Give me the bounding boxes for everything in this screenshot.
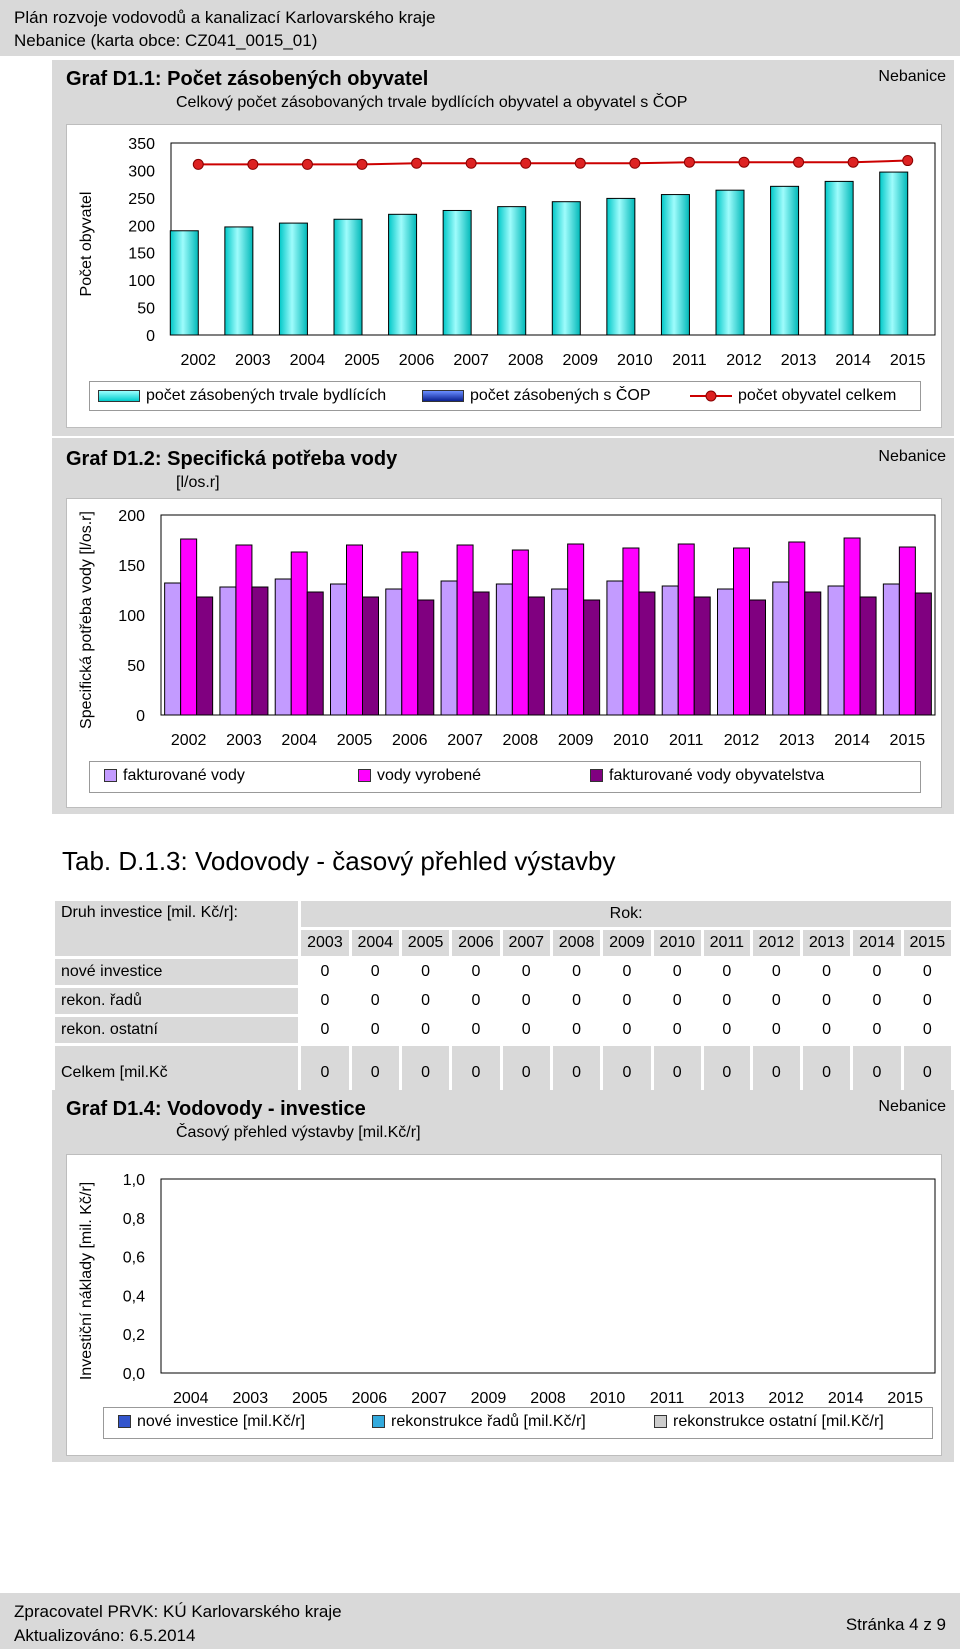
- x-tick-label: 2006: [351, 1390, 388, 1407]
- footer-author: Zpracovatel PRVK: KÚ Karlovarského kraje: [14, 1602, 342, 1621]
- table-year: 2014: [853, 930, 900, 956]
- bar-3-2008: [528, 597, 544, 715]
- table-cell: 0: [503, 1017, 550, 1043]
- x-tick-label: 2014: [835, 352, 871, 369]
- bar-2-2004: [291, 552, 307, 715]
- table-year: 2015: [904, 930, 951, 956]
- bar-1-2003: [225, 227, 253, 335]
- table-cell: 0: [704, 959, 750, 985]
- graf4-panel: [52, 1090, 954, 1462]
- bar-1-2013: [773, 582, 789, 715]
- table-row: [55, 959, 951, 985]
- table-cell: 0: [904, 1017, 951, 1043]
- table-total-cell: 0: [803, 1046, 850, 1090]
- graf2-legend-item-3: [590, 767, 824, 785]
- bar-1-2004: [275, 579, 291, 715]
- table-cell: 0: [402, 988, 449, 1014]
- table-total-cell: 0: [853, 1046, 900, 1090]
- graf2-legend-item-2: [358, 767, 481, 785]
- x-tick-label: 2007: [411, 1390, 447, 1407]
- table-cell: 0: [503, 959, 550, 985]
- graf4-legend: [103, 1407, 933, 1439]
- table-year: 2010: [654, 930, 701, 956]
- investment-table: [52, 898, 954, 1093]
- table-total-row: [55, 1046, 951, 1090]
- y-tick-label: 250: [128, 190, 155, 208]
- graf1-legend: [89, 381, 921, 411]
- graf1-panel: [52, 60, 954, 436]
- x-tick-label: 2003: [232, 1390, 269, 1407]
- y-tick-label: 150: [128, 245, 155, 263]
- graf1-legend-swatch-1: [98, 390, 140, 402]
- bar-1-2014: [825, 181, 853, 335]
- graf2-legend-swatch-3: [590, 769, 603, 782]
- bar-1-2007: [441, 581, 457, 715]
- table-cell: 0: [803, 988, 850, 1014]
- bar-2-2015: [899, 547, 915, 715]
- table-cell: 0: [853, 1017, 900, 1043]
- line-point-2012: [739, 157, 749, 167]
- x-tick-label: 2015: [889, 732, 926, 749]
- line-point-2010: [630, 158, 640, 168]
- table-cell: 0: [603, 959, 650, 985]
- y-tick-label: 50: [137, 300, 155, 318]
- line-point-2007: [466, 158, 476, 168]
- table-total-label: Celkem [mil.Kč: [55, 1046, 298, 1090]
- page-footer: [0, 1593, 960, 1649]
- bar-3-2006: [418, 600, 434, 715]
- x-tick-label: 2012: [723, 732, 760, 749]
- bar-1-2007: [443, 210, 471, 335]
- bar-2-2014: [844, 538, 860, 715]
- table-cell: 0: [753, 988, 800, 1014]
- table-rok-label: Rok:: [301, 901, 951, 927]
- table-cell: 0: [753, 959, 800, 985]
- y-tick-label: 1,0: [122, 1172, 145, 1189]
- graf4-legend-label-2: rekonstrukce řadů [mil.Kč/r]: [391, 1413, 586, 1430]
- x-tick-label: 2010: [589, 1390, 626, 1407]
- table-cell: 0: [553, 959, 600, 985]
- table-cell: 0: [503, 988, 550, 1014]
- x-tick-label: 2007: [453, 352, 489, 369]
- table-total-cell: 0: [553, 1046, 600, 1090]
- line-point-2008: [521, 158, 531, 168]
- y-tick-label: 50: [127, 658, 145, 675]
- bar-1-2006: [389, 214, 417, 335]
- bar-1-2011: [661, 195, 689, 335]
- x-tick-label: 2003: [226, 732, 262, 749]
- graf4-legend-item-3: [654, 1413, 884, 1431]
- y-tick-label: 0,6: [122, 1249, 145, 1267]
- y-tick-label: 0,0: [122, 1366, 145, 1383]
- line-point-2005: [357, 159, 367, 169]
- table-head-label: Druh investice [mil. Kč/r]:: [55, 901, 298, 956]
- bar-2-2003: [236, 545, 252, 715]
- x-tick-label: 2007: [447, 732, 483, 749]
- graf4-plot-area: [66, 1154, 942, 1456]
- bar-3-2014: [860, 597, 876, 715]
- table-cell: 0: [402, 1017, 449, 1043]
- x-tick-label: 2005: [344, 352, 380, 369]
- graf4-legend-swatch-1: [118, 1415, 131, 1428]
- bar-2-2012: [734, 548, 750, 715]
- table-total-cell: 0: [904, 1046, 951, 1090]
- bar-2-2002: [181, 539, 197, 715]
- bar-1-2013: [771, 186, 799, 335]
- graf1-legend-item-3: [690, 387, 896, 405]
- graf2-legend-label-3: fakturované vody obyvatelstva: [609, 767, 825, 784]
- y-tick-label: 100: [128, 273, 155, 291]
- table-cell: 0: [704, 988, 750, 1014]
- graf4-legend-swatch-3: [654, 1415, 667, 1428]
- table-cell: 0: [904, 959, 951, 985]
- bar-2-2009: [568, 544, 584, 715]
- bar-2-2007: [457, 545, 473, 715]
- bar-1-2009: [552, 589, 568, 715]
- graf2-legend-label-2: vody vyrobené: [377, 767, 482, 784]
- table-cell: 0: [704, 1017, 750, 1043]
- line-point-2014: [848, 157, 858, 167]
- table-total-cell: 0: [704, 1046, 750, 1090]
- x-tick-label: 2006: [391, 732, 428, 749]
- bar-1-2015: [883, 584, 899, 715]
- graf2-place: Nebanice: [878, 448, 946, 465]
- graf2-panel: [52, 438, 954, 814]
- graf2-legend-swatch-1: [104, 769, 117, 782]
- x-tick-label: 2012: [768, 1390, 804, 1407]
- line-point-2003: [248, 159, 258, 169]
- x-tick-label: 2010: [617, 352, 653, 369]
- bar-2-2013: [789, 542, 805, 715]
- graf4-place: Nebanice: [878, 1098, 946, 1115]
- x-tick-label: 2010: [613, 732, 649, 749]
- graf2-title: Graf D1.2: Specifická potřeba vody: [66, 448, 398, 470]
- graf1-legend-item-1: [98, 387, 386, 405]
- bar-1-2008: [496, 584, 512, 715]
- line-point-2004: [302, 159, 312, 169]
- line-point-2011: [684, 157, 694, 167]
- bar-3-2015: [915, 593, 931, 715]
- y-tick-label: 0: [146, 328, 155, 345]
- bar-1-2002: [165, 583, 181, 715]
- line-point-2013: [794, 157, 804, 167]
- table-cell: 0: [904, 988, 951, 1014]
- bar-3-2004: [307, 592, 323, 715]
- graf2-legend-swatch-2: [358, 769, 371, 782]
- bar-1-2004: [279, 223, 307, 335]
- x-tick-label: 2004: [281, 732, 318, 749]
- bar-2-2011: [678, 544, 694, 715]
- table-cell: 0: [402, 959, 449, 985]
- y-tick-label: 150: [118, 558, 145, 575]
- bar-3-2005: [363, 597, 379, 715]
- bar-1-2003: [220, 587, 236, 715]
- table-total-cell: 0: [402, 1046, 449, 1090]
- x-tick-label: 2006: [398, 352, 435, 369]
- graf2-plot-area: [66, 498, 942, 808]
- bar-1-2012: [718, 589, 734, 715]
- graf1-title: Graf D1.1: Počet zásobených obyvatel: [66, 68, 429, 90]
- table-total-cell: 0: [503, 1046, 550, 1090]
- y-tick-label: 200: [118, 508, 145, 525]
- y-axis-title: Počet obyvatel: [78, 191, 95, 297]
- table-cell: 0: [603, 988, 650, 1014]
- x-tick-label: 2011: [669, 732, 704, 749]
- bar-3-2013: [805, 592, 821, 715]
- x-tick-label: 2003: [235, 352, 271, 369]
- table-year: 2013: [803, 930, 850, 956]
- graf1-legend-swatch-2: [422, 390, 464, 402]
- table-cell: 0: [452, 959, 499, 985]
- table-cell: 0: [452, 988, 499, 1014]
- bar-1-2014: [828, 586, 844, 715]
- table-total-cell: 0: [301, 1046, 348, 1090]
- graf1-subtitle: Celkový počet zásobovaných trvale bydlících obyvatel a obyvatel s ČOP: [176, 94, 688, 111]
- table-cell: 0: [853, 959, 900, 985]
- y-axis-title: Investiční náklady [mil. Kč/r]: [78, 1181, 95, 1381]
- x-tick-label: 2013: [708, 1390, 745, 1407]
- page-header: [0, 0, 960, 56]
- x-tick-label: 2009: [562, 352, 599, 369]
- x-tick-label: 2009: [557, 732, 594, 749]
- bar-1-2011: [662, 586, 678, 715]
- x-tick-label: 2008: [530, 1390, 566, 1407]
- table-row: [55, 1017, 951, 1043]
- graf2-legend: [89, 761, 921, 793]
- table-year: 2012: [753, 930, 800, 956]
- bar-1-2002: [170, 231, 198, 335]
- x-tick-label: 2008: [507, 352, 544, 369]
- x-tick-label: 2005: [292, 1390, 328, 1407]
- x-tick-label: 2011: [672, 352, 707, 369]
- x-tick-label: 2012: [726, 352, 762, 369]
- line-point-2015: [903, 156, 913, 166]
- graf1-legend-item-2: [422, 387, 651, 405]
- graf2-legend-label-1: fakturované vody: [123, 767, 245, 784]
- bar-1-2010: [607, 198, 635, 335]
- bar-2-2010: [623, 548, 639, 715]
- footer-updated: Aktualizováno: 6.5.2014: [14, 1626, 196, 1645]
- table-cell: 0: [301, 988, 348, 1014]
- table-year: 2007: [503, 930, 550, 956]
- bar-3-2009: [584, 600, 600, 715]
- bar-3-2011: [694, 597, 710, 715]
- x-tick-label: 2015: [887, 1390, 924, 1407]
- line-point-2002: [193, 159, 203, 169]
- table-row-label: rekon. ostatní: [55, 1017, 298, 1043]
- table-cell: 0: [452, 1017, 499, 1043]
- table-cell: 0: [352, 988, 399, 1014]
- table-cell: 0: [803, 959, 850, 985]
- bar-2-2005: [347, 545, 363, 715]
- x-tick-label: 2014: [834, 732, 870, 749]
- table-cell: 0: [553, 1017, 600, 1043]
- table-head-row: [55, 901, 951, 927]
- table-cell: 0: [853, 988, 900, 1014]
- table-cell: 0: [301, 959, 348, 985]
- header-title: Plán rozvoje vodovodů a kanalizací Karlovarského kraje: [14, 8, 436, 27]
- table-cell: 0: [803, 1017, 850, 1043]
- table-cell: 0: [603, 1017, 650, 1043]
- y-tick-label: 0,2: [122, 1327, 145, 1345]
- table-total-cell: 0: [352, 1046, 399, 1090]
- graf4-legend-item-1: [118, 1413, 305, 1431]
- graf4-legend-label-3: rekonstrukce ostatní [mil.Kč/r]: [673, 1413, 884, 1430]
- table-total-cell: 0: [654, 1046, 701, 1090]
- table-row: [55, 988, 951, 1014]
- y-tick-label: 200: [128, 218, 155, 236]
- table-title: Tab. D.1.3: Vodovody - časový přehled výstavby: [62, 846, 616, 876]
- graf1-legend-label-3: počet obyvatel celkem: [738, 387, 897, 404]
- x-tick-label: 2005: [336, 732, 373, 749]
- bar-2-2008: [512, 550, 528, 715]
- graf1-legend-line-marker: [690, 389, 732, 403]
- y-tick-label: 0,4: [122, 1288, 145, 1306]
- bar-3-2007: [473, 592, 489, 715]
- table-year: 2005: [402, 930, 449, 956]
- x-tick-label: 2008: [502, 732, 539, 749]
- table-year: 2011: [704, 930, 750, 956]
- bar-1-2015: [880, 172, 908, 335]
- table-total-cell: 0: [603, 1046, 650, 1090]
- y-tick-label: 100: [118, 608, 145, 625]
- x-tick-label: 2002: [170, 732, 207, 749]
- table-total-cell: 0: [452, 1046, 499, 1090]
- bar-3-2002: [197, 597, 213, 715]
- bar-3-2012: [750, 600, 766, 715]
- table-row-label: nové investice: [55, 959, 298, 985]
- bar-1-2009: [552, 202, 580, 335]
- graf2-subtitle: [l/os.r]: [176, 474, 220, 491]
- table-year: 2003: [301, 930, 348, 956]
- bar-1-2006: [386, 589, 402, 715]
- table-year: 2004: [352, 930, 399, 956]
- header-subtitle: Nebanice (karta obce: CZ041_0015_01): [14, 31, 318, 50]
- table-year: 2008: [553, 930, 600, 956]
- table-cell: 0: [352, 959, 399, 985]
- graf1-legend-label-1: počet zásobených trvale bydlících: [146, 387, 387, 404]
- table-cell: 0: [654, 988, 701, 1014]
- x-tick-label: 2011: [649, 1390, 685, 1407]
- graf4-subtitle: Časový přehled výstavby [mil.Kč/r]: [176, 1124, 421, 1141]
- x-tick-label: 2004: [172, 1390, 209, 1407]
- bar-2-2006: [402, 552, 418, 715]
- y-tick-label: 0: [136, 708, 145, 725]
- y-tick-label: 0,8: [122, 1210, 145, 1228]
- y-tick-label: 300: [128, 163, 155, 181]
- bar-3-2010: [639, 592, 655, 715]
- graf1-legend-label-2: počet zásobených s ČOP: [470, 387, 651, 404]
- table-cell: 0: [553, 988, 600, 1014]
- table-cell: 0: [753, 1017, 800, 1043]
- x-tick-label: 2013: [780, 352, 817, 369]
- graf4-legend-swatch-2: [372, 1415, 385, 1428]
- bar-1-2010: [607, 581, 623, 715]
- line-point-2006: [412, 158, 422, 168]
- y-axis-title: Specifická potřeba vody [l/os.r]: [78, 511, 95, 729]
- x-tick-label: 2009: [470, 1390, 507, 1407]
- bar-1-2005: [334, 219, 362, 335]
- table-year: 2009: [603, 930, 650, 956]
- bar-1-2008: [498, 207, 526, 335]
- graf1-plot-area: [66, 124, 942, 428]
- x-tick-label: 2002: [180, 352, 217, 369]
- table-total-cell: 0: [753, 1046, 800, 1090]
- graf4-legend-item-2: [372, 1413, 586, 1431]
- graf1-place: Nebanice: [878, 68, 946, 85]
- graf4-legend-label-1: nové investice [mil.Kč/r]: [137, 1413, 306, 1430]
- x-tick-label: 2013: [778, 732, 815, 749]
- table-cell: 0: [301, 1017, 348, 1043]
- plot-frame: [161, 1179, 935, 1373]
- graf4-title: Graf D1.4: Vodovody - investice: [66, 1098, 366, 1120]
- x-tick-label: 2004: [289, 352, 326, 369]
- table-year: 2006: [452, 930, 499, 956]
- bar-1-2012: [716, 190, 744, 335]
- bar-3-2003: [252, 587, 268, 715]
- table-cell: 0: [352, 1017, 399, 1043]
- page-number: Stránka 4 z 9: [845, 1615, 946, 1634]
- table-cell: 0: [654, 959, 701, 985]
- table-row-label: rekon. řadů: [55, 988, 298, 1014]
- graf2-legend-item-1: [104, 767, 245, 785]
- line-point-2009: [575, 158, 585, 168]
- x-tick-label: 2015: [889, 352, 926, 369]
- table-cell: 0: [654, 1017, 701, 1043]
- x-tick-label: 2014: [827, 1390, 864, 1407]
- bar-1-2005: [331, 584, 347, 715]
- y-tick-label: 350: [128, 136, 155, 153]
